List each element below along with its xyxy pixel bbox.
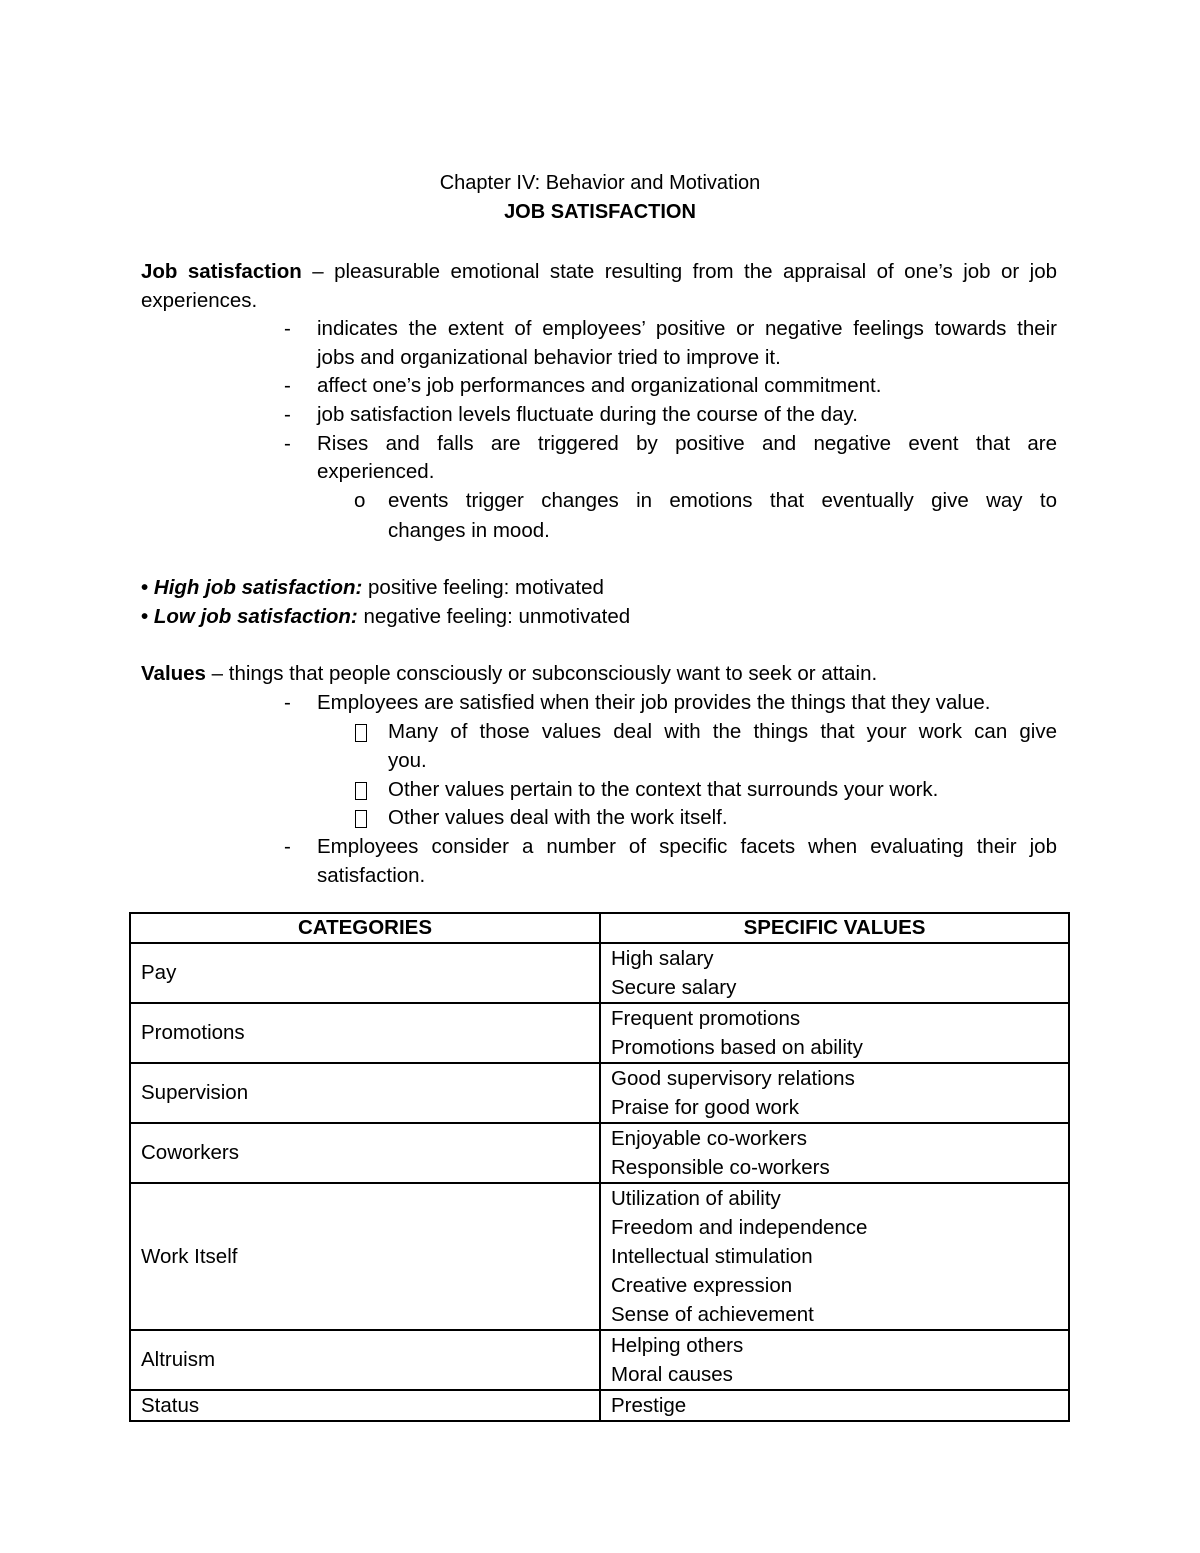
values-cell: [600, 1063, 1069, 1123]
dash-marker: -: [284, 317, 291, 340]
value-item: Sense of achievement: [611, 1303, 814, 1326]
table-row: [130, 1330, 1069, 1390]
category-cell: Promotions: [130, 1003, 600, 1063]
chapter-heading: Chapter IV: Behavior and Motivation: [439, 172, 761, 194]
values-cell: [600, 943, 1069, 1003]
values-sub-item: Many of those values deal with the things that your work can give: [388, 720, 1057, 743]
value-item: Utilization of ability: [611, 1187, 781, 1210]
value-item: Freedom and independence: [611, 1216, 868, 1239]
square-bullet-icon: [355, 782, 367, 800]
square-bullet-icon: [355, 724, 367, 742]
low-satisfaction-text: negative feeling: unmotivated: [363, 605, 631, 628]
values-bullet-line: satisfaction.: [317, 864, 426, 887]
high-satisfaction-item: [141, 574, 1057, 603]
values-cell: [600, 1330, 1069, 1390]
value-item: High salary: [611, 947, 714, 970]
high-satisfaction-label: High job satisfaction:: [153, 576, 363, 599]
values-cell: [600, 1183, 1069, 1330]
job-satisfaction-definition-cont: experiences.: [141, 289, 258, 312]
values-sub-item: Other values pertain to the context that surrounds your work.: [388, 778, 939, 801]
dash-marker: -: [284, 691, 291, 714]
category-cell: Pay: [130, 943, 600, 1003]
values-sub-item: you.: [388, 749, 427, 772]
bullet-marker: •: [141, 576, 149, 599]
job-satisfaction-definition-text: – pleasurable emotional state resulting from the appraisal of one’s job or job: [312, 260, 1058, 283]
table-row: [130, 943, 1069, 1003]
value-item: Responsible co-workers: [611, 1156, 830, 1179]
value-item: Helping others: [611, 1334, 744, 1357]
values-bullet-line: Employees are satisfied when their job provides the things that they value.: [317, 691, 991, 714]
value-item: Promotions based on ability: [611, 1036, 863, 1059]
page-title: JOB SATISFACTION: [504, 201, 696, 223]
value-item: Prestige: [611, 1394, 687, 1417]
values-cell: [600, 1003, 1069, 1063]
values-sub-item: Other values deal with the work itself.: [388, 806, 728, 829]
values-definition-text: – things that people consciously or subconsciously want to seek or attain.: [211, 662, 878, 685]
values-cell: [600, 1123, 1069, 1183]
square-bullet-icon: [355, 810, 367, 828]
table-row: [130, 1003, 1069, 1063]
values-definition: [141, 660, 1057, 689]
value-item: Moral causes: [611, 1363, 733, 1386]
category-cell: Status: [130, 1390, 600, 1421]
sub-bullet-line: changes in mood.: [388, 519, 550, 542]
dash-marker: -: [284, 403, 291, 426]
low-satisfaction-label: Low job satisfaction:: [153, 605, 358, 628]
value-item: Creative expression: [611, 1274, 793, 1297]
job-satisfaction-definition: [141, 258, 1057, 287]
sub-bullet-line: events trigger changes in emotions that eventually give way to: [388, 489, 1057, 512]
bullet-line: jobs and organizational behavior tried to improve it.: [317, 346, 781, 369]
value-item: Frequent promotions: [611, 1007, 801, 1030]
bullet-marker: •: [141, 605, 149, 628]
category-cell: Supervision: [130, 1063, 600, 1123]
table-row: [130, 1123, 1069, 1183]
table-row: [130, 1063, 1069, 1123]
high-satisfaction-text: positive feeling: motivated: [368, 576, 604, 599]
bullet-line: experienced.: [317, 460, 435, 483]
values-cell: [600, 1390, 1069, 1421]
column-header-categories: CATEGORIES: [130, 913, 600, 943]
values-term: Values: [141, 662, 206, 685]
low-satisfaction-item: [141, 603, 1057, 632]
bullet-line: affect one’s job performances and organizational commitment.: [317, 374, 882, 397]
value-item: Good supervisory relations: [611, 1067, 855, 1090]
bullet-line: job satisfaction levels fluctuate during the course of the day.: [317, 403, 858, 426]
category-cell: Coworkers: [130, 1123, 600, 1183]
dash-marker: -: [284, 374, 291, 397]
value-item: Intellectual stimulation: [611, 1245, 813, 1268]
table-header-row: [130, 913, 1069, 943]
job-satisfaction-term: Job satisfaction: [141, 260, 302, 283]
dash-marker: -: [284, 835, 291, 858]
category-cell: Work Itself: [130, 1183, 600, 1330]
category-cell: Altruism: [130, 1330, 600, 1390]
bullet-line: Rises and falls are triggered by positive and negative event that are: [317, 432, 1057, 455]
value-item: Enjoyable co-workers: [611, 1127, 807, 1150]
facets-table: [129, 912, 1070, 1422]
column-header-specific-values: SPECIFIC VALUES: [600, 913, 1069, 943]
value-item: Praise for good work: [611, 1096, 800, 1119]
table-row: [130, 1390, 1069, 1421]
bullet-line: indicates the extent of employees’ positive or negative feelings towards their: [317, 317, 1057, 340]
dash-marker: -: [284, 432, 291, 455]
circle-marker: o: [354, 489, 366, 512]
table-row: [130, 1183, 1069, 1330]
values-bullet-line: Employees consider a number of specific facets when evaluating their job: [317, 835, 1057, 858]
value-item: Secure salary: [611, 976, 737, 999]
